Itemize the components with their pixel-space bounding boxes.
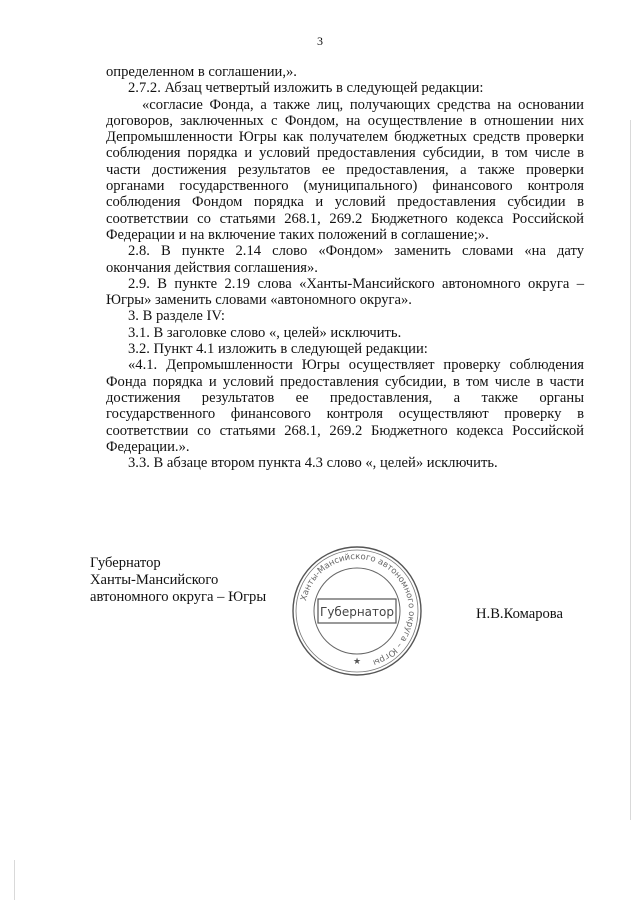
seal-ring-text: Ханты-Мансийского автономного округа – Югры	[299, 551, 417, 668]
paragraph: определенном в соглашении,».	[106, 64, 297, 80]
signatory-position-line: Ханты-Мансийского	[90, 572, 219, 588]
scan-artifact-line	[14, 860, 15, 900]
seal-star-icon: ★	[352, 657, 362, 667]
seal-center-text: Губернатор	[320, 605, 394, 619]
paragraph: «согласие Фонда, а также лиц, получающих средства на основании договоров, заключенных с Фондом, на осуществление в отношении них Депромышленности Югры как получателем бюджетных средств проверки соблюдения порядка и условий предоставления субсидии, в том числе в части достижения результатов ее предоставления, а также проверки органами государственного (муниципального) финансового контроля соблюдения Фондом порядка и условий предоставления субсидии в соответствии со статьями 268.1, 269.2 Бюджетного кодекса Российской Федерации и на включение таких положений в соглашение;».	[106, 96, 584, 243]
paragraph: «4.1. Депромышленности Югры осуществляет проверку соблюдения Фонда порядка и условий предоставления субсидии, в том числе в части достижения результатов ее предоставления, а также органы государственного финансового контроля осуществляют проверку в соответствии со статьями 268.1, 269.2 Бюджетного кодекса Российской Федерации.».	[106, 357, 584, 455]
signatory-position-line: Губернатор	[90, 555, 161, 571]
paragraph: 2.8. В пункте 2.14 слово «Фондом» заменить словами «на дату окончания действия соглашения».	[106, 243, 584, 276]
paragraph: 3. В разделе IV:	[128, 308, 225, 325]
page-number: 3	[317, 34, 323, 48]
official-seal	[290, 544, 424, 678]
paragraph: 2.9. В пункте 2.19 слова «Ханты-Мансийского автономного округа – Югры» заменить словами «автономного округа».	[106, 275, 584, 309]
signatory-position	[90, 555, 266, 606]
document-body	[106, 64, 584, 471]
scan-artifact-line	[630, 120, 631, 820]
paragraph: 3.3. В абзаце втором пункта 4.3 слово «, целей» исключить.	[128, 455, 498, 472]
paragraph: 3.2. Пункт 4.1 изложить в следующей редакции:	[128, 341, 428, 358]
signatory-name: Н.В.Комарова	[476, 606, 563, 622]
paragraph: 2.7.2. Абзац четвертый изложить в следующей редакции:	[128, 80, 484, 97]
paragraph: 3.1. В заголовке слово «, целей» исключить.	[128, 324, 402, 341]
signatory-position-line: автономного округа – Югры	[90, 589, 267, 605]
